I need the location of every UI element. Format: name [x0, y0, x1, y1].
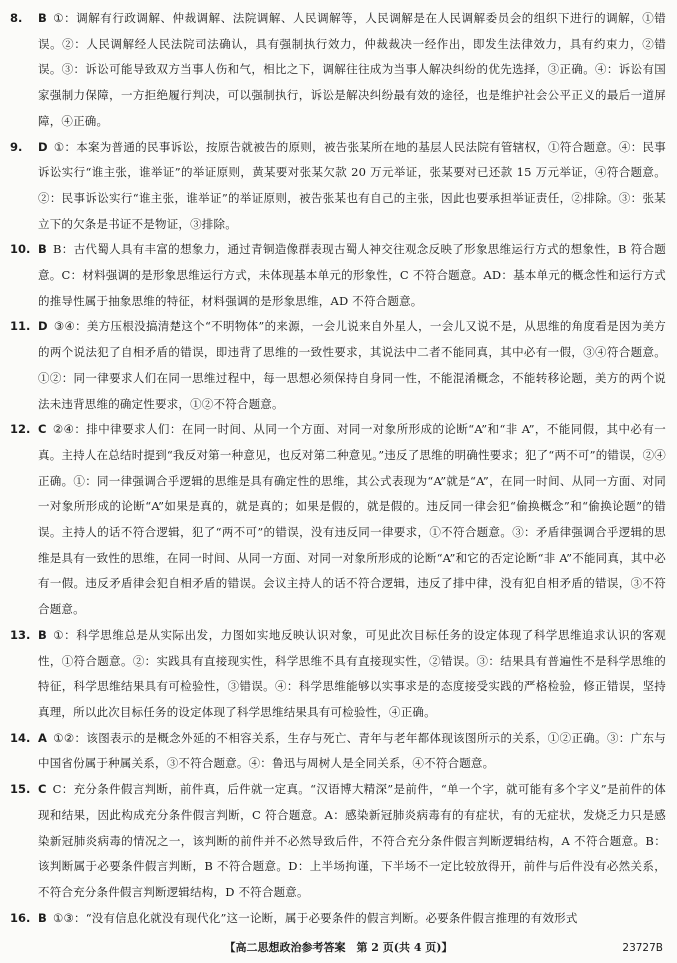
answer-item-8 — [10, 6, 666, 135]
question-number: 9. — [10, 139, 23, 154]
question-number: 16. — [10, 910, 31, 925]
answer-item-15 — [10, 777, 666, 906]
footer-page-info: 【高二思想政治参考答案 第 2 页(共 4 页)】 — [224, 941, 453, 954]
answer-item-16 — [10, 906, 666, 932]
explanation-text: ①②：该图表示的是概念外延的不相容关系，生存与死亡、青年与老年都体现该图所示的关系，①②正确。③：广东与中国省份属于种属关系，③不符合题意。④：鲁迅与周树人是全同关系，④不符合题意。 — [38, 730, 666, 771]
explanation-text: ①：本案为普通的民事诉讼，按原告就被告的原则，被告张某所在地的基层人民法院有管辖权，①符合题意。④：民事诉讼实行“谁主张，谁举证”的举证原则，黄某要对张某欠款 20 万元举证，张某要对已还款 15 万元举证，④符合题意。②：民事诉讼实行“谁主张，谁举证”的举证原则，被告张某也有自己的主张，因此也要承担举证责任，②排除。③：张某立下的欠条是书证不是物证，③排除。 — [38, 139, 666, 231]
explanation-text: ②④：排中律要求人们：在同一时间、从同一个方面、对同一对象所形成的论断“A”和“非 A”，不能同假，其中必有一真。主持人在总结时提到“我反对第一种意见，也反对第二种意见。”违反了思维的明确性要求；犯了“两不可”的错误，②④正确。①：同一律强调合乎逻辑的思维是具有确定性的思维，其公式表现为“A”就是“A”，在同一时间、从同一方面、对同一对象所形成的论断“A”如果是真的，就是真的；如果是假的，就是假的。违反同一律会犯“偷换概念”和“偷换论题”的错误。主持人的话不符合逻辑，犯了“两不可”的错误，没有违反同一律要求，①不符合题意。③：矛盾律强调合乎逻辑的思维是具有一致性的思维，在同一时间、从同一方面、对同一对象所形成的论断“A”和它的否定论断“非 A”不能同真，其中必有一假。违反矛盾律会犯自相矛盾的错误。会议主持人的话不符合逻辑，违反了排中律，没有犯自相矛盾的错误，③不符合题意。 — [38, 422, 666, 617]
answer-letter: C — [38, 782, 47, 797]
answer-letter: D — [38, 139, 48, 154]
explanation-text: ①：科学思维总是从实际出发，力图如实地反映认识对象，可见此次目标任务的设定体现了科学思维追求认识的客观性，①符合题意。②：实践具有直接现实性，科学思维不具有直接现实性，②错误。③：结果具有普遍性不是科学思维的特征，科学思维结果具有可检验性，③错误。④：科学思维能够以实事求是的态度接受实践的严格检验，修正错误，坚持真理，所以此次目标任务的设定体现了科学思维结果具有可检验性，④正确。 — [38, 627, 666, 719]
answer-letter: C — [38, 422, 47, 437]
explanation — [38, 777, 666, 906]
answer-item-10 — [10, 237, 666, 314]
explanation-text: B：古代蜀人具有丰富的想象力，通过青铜造像群表现古蜀人神交往观念反映了形象思维运行方式的想象性，B 符合题意。C：材料强调的是形象思维运行方式，未体现基本单元的形象性，C 不符合题意。AD：基本单元的概念性和运行方式的推导性属于抽象思维的特征，材料强调的是形象思维，AD 不符合题意。 — [38, 242, 666, 308]
answer-letter: A — [38, 730, 48, 745]
explanation — [38, 906, 666, 932]
explanation — [38, 314, 666, 417]
footer-exam-code: 23727B — [622, 942, 663, 954]
question-number: 12. — [10, 422, 31, 437]
answer-letter: B — [38, 242, 47, 257]
explanation-text: ①：调解有行政调解、仲裁调解、法院调解、人民调解等，人民调解是在人民调解委员会的组织下进行的调解，①错误。②：人民调解经人民法院司法确认，具有强制执行效力，仲裁裁决一经作出，即发生法律效力，具有约束力，②错误。③：诉讼可能导致双方当事人伤和气，相比之下，调解往往成为当事人解决纠纷的优先选择，③正确。④：诉讼有国家强制力保障，一方拒绝履行判决，可以强制执行，诉讼是解决纠纷最有效的途径，也是维护社会公平正义的最后一道屏障，④正确。 — [38, 11, 666, 128]
explanation — [38, 135, 666, 238]
answer-items — [10, 6, 666, 931]
answer-item-13 — [10, 623, 666, 726]
explanation — [38, 6, 666, 135]
explanation — [38, 237, 666, 314]
page-footer — [0, 938, 677, 958]
question-number: 8. — [10, 11, 23, 25]
question-number: 11. — [10, 319, 31, 334]
explanation-text: ③④：美方压根没搞清楚这个“不明物体”的来源，一会儿说来自外星人，一会儿又说不是，从思维的角度看是因为美方的两个说法犯了自相矛盾的错误，即违背了思维的一致性要求，其说法中二者不能同真，其中必有一假，③④符合题意。①②：同一律要求人们在同一思维过程中，每一思想必须保持自身同一性，不能混淆概念，不能转移论题，美方的两个说法未违背思维的确定性要求，①②不符合题意。 — [38, 319, 666, 411]
explanation — [38, 417, 666, 623]
answer-letter: B — [38, 910, 47, 925]
question-number: 14. — [10, 730, 31, 745]
answer-item-14 — [10, 726, 666, 777]
answer-item-9 — [10, 135, 666, 238]
answer-item-11 — [10, 314, 666, 417]
answer-item-12 — [10, 417, 666, 623]
question-number: 13. — [10, 627, 31, 642]
explanation-text: ①③：“没有信息化就没有现代化”这一论断，属于必要条件的假言判断。必要条件假言推理的有效形式 — [52, 910, 578, 925]
question-number: 15. — [10, 782, 31, 797]
explanation — [38, 726, 666, 777]
answer-letter: B — [38, 627, 47, 642]
answer-letter: D — [38, 319, 48, 334]
explanation — [38, 623, 666, 726]
question-number: 10. — [10, 242, 31, 257]
answer-letter: B — [38, 11, 47, 25]
explanation-text: C：充分条件假言判断，前件真，后件就一定真。“汉语博大精深”是前件，“单一个字，就可能有多个字义”是前件的体现和结果，因此构成充分条件假言判断，C 符合题意。A：感染新冠肺炎病毒有的有症状，有的无症状，发烧乏力只是感染新冠肺炎病毒的情况之一，该判断的前件并不必然导致后件，不符合充分条件假言判断逻辑结构，A 不符合题意。B：该判断属于必要条件假言判断，B 不符合题意。D：上半场拘谨，下半场不一定比较放得开，前件与后件没有必然关系，不符合充分条件假言判断逻辑结构，D 不符合题意。 — [38, 782, 666, 899]
